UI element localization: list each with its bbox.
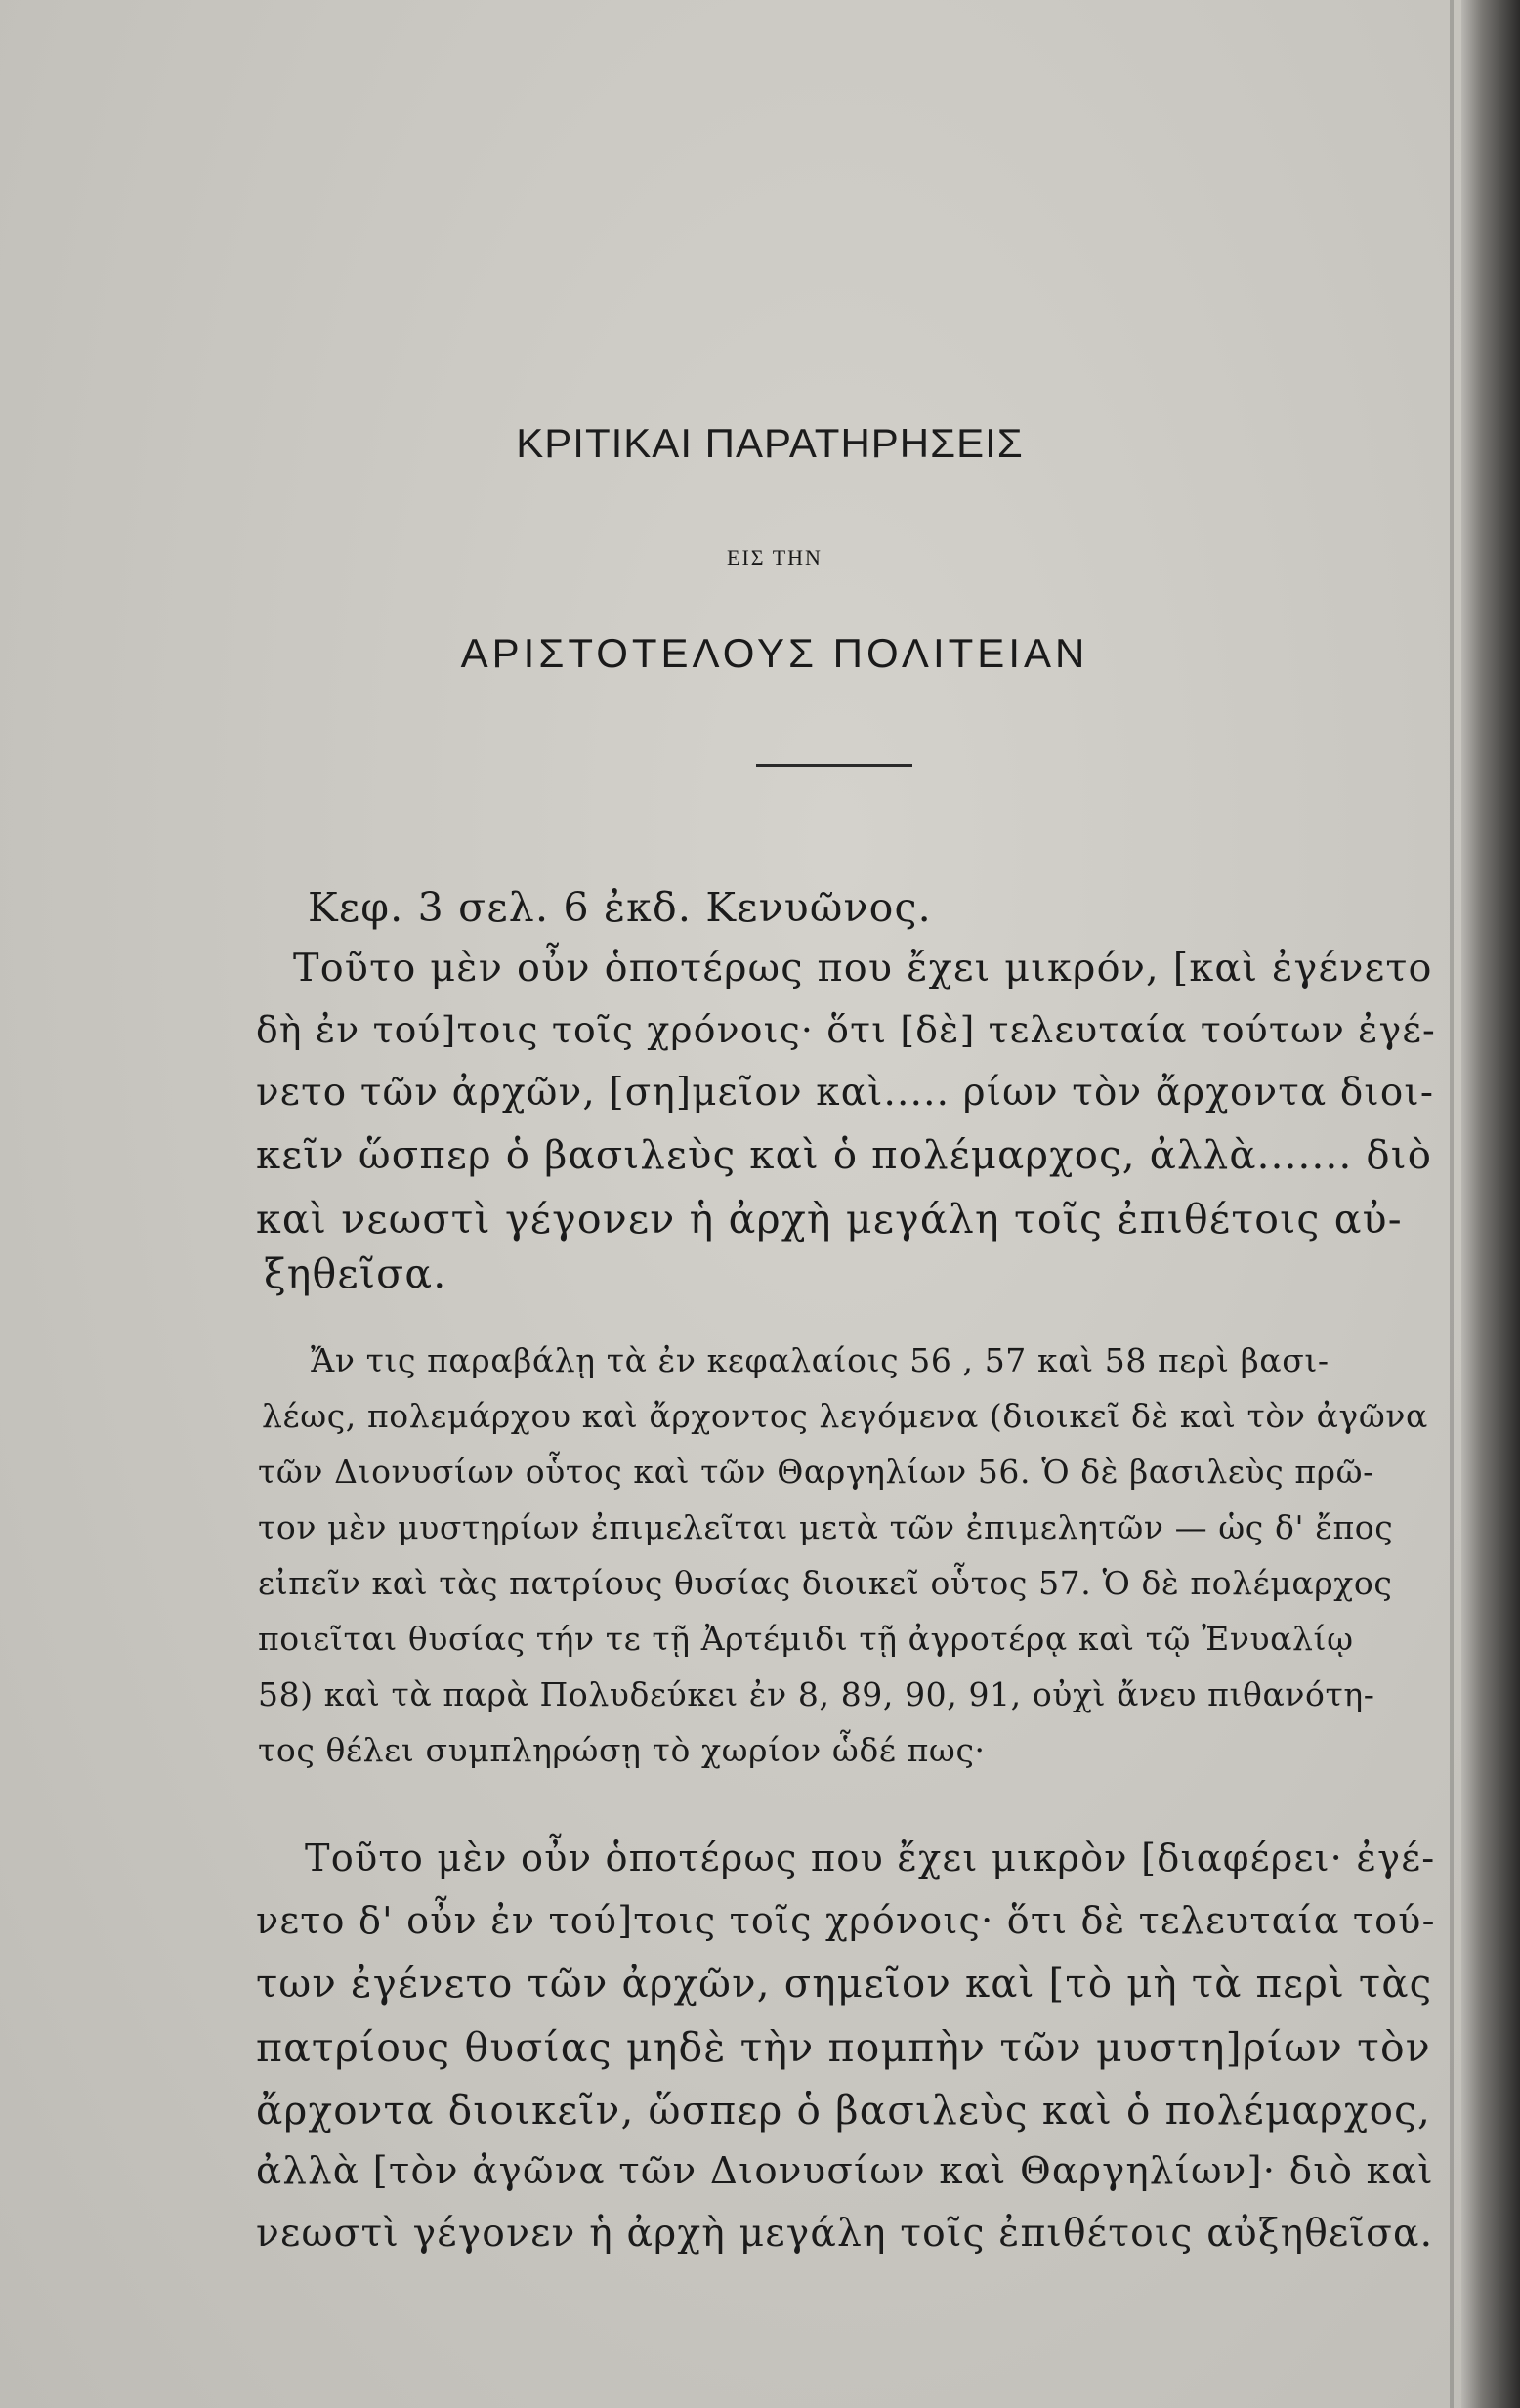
text-line: τος θέλει συμπληρώσῃ τὸ χωρίον ὧδέ πως· [258,1731,986,1769]
gutter-line [1450,0,1454,2408]
text-line: καὶ νεωστὶ γέγονεν ἡ ἀρχὴ μεγάλη τοῖς ἐπιθέτοις αὐ- [256,1196,1403,1243]
text-line: Τοῦτο μὲν οὖν ὁποτέρως που ἔχει μικρόν, [καὶ ἐγένετο [293,946,1433,991]
text-line: τῶν Διονυσίων οὗτος καὶ τῶν Θαργηλίων 56. Ὁ δὲ βασιλεὺς πρῶ- [258,1453,1374,1491]
text-line: ποιεῖται θυσίας τήν τε τῇ Ἀρτέμιδι τῇ ἀγροτέρᾳ καὶ τῷ Ἐνυαλίῳ [258,1620,1354,1658]
text-line: νετο τῶν ἀρχῶν, [ση]μεῖον καὶ..... ρίων τὸν ἄρχοντα διοι- [256,1071,1435,1115]
title-divider [756,764,912,767]
text-line: ξηθεῖσα. [264,1250,447,1297]
text-line: 58) καὶ τὰ παρὰ Πολυδεύκει ἐν 8, 89, 90, 91, οὐχὶ ἄνευ πιθανότη- [258,1675,1375,1713]
text-line: ἀλλὰ [τὸν ἀγῶνα τῶν Διονυσίων καὶ Θαργηλίων]· διὸ καὶ [256,2149,1434,2193]
text-line: τον μὲν μυστηρίων ἐπιμελεῖται μετὰ τῶν ἐπιμελητῶν — ὡς δ' ἔπος [258,1508,1394,1546]
text-line: νετο δ' οὖν ἐν τού]τοις τοῖς χρόνοις· ὅτι δὲ τελευταία τού- [256,1899,1436,1942]
text-line: νεωστὶ γέγονεν ἡ ἀρχὴ μεγάλη τοῖς ἐπιθέτοις αὐξηθεῖσα. [256,2212,1434,2256]
work-title: ΑΡΙΣΤΟΤΕΛΟΥΣ ΠΟΛΙΤΕΙΑΝ [460,630,1089,676]
text-line: ἄρχοντα διοικεῖν, ὥσπερ ὁ βασιλεὺς καὶ ὁ πολέμαρχος, [256,2087,1432,2133]
text-line: λέως, πολεμάρχου καὶ ἄρχοντος λεγόμενα (διοικεῖ δὲ καὶ τὸν ἀγῶνα [262,1397,1428,1435]
text-line: των ἐγένετο τῶν ἀρχῶν, σημεῖον καὶ [τὸ μὴ τὰ περὶ τὰς [256,1962,1433,2007]
page-subtitle: ΕΙΣ ΤΗΝ [727,545,823,570]
text-line: εἰπεῖν καὶ τὰς πατρίους θυσίας διοικεῖ οὗτος 57. Ὁ δὲ πολέμαρχος [258,1564,1393,1602]
book-gutter-shadow [1461,0,1520,2408]
text-line: Τοῦτο μὲν οὖν ὁποτέρως που ἔχει μικρὸν [διαφέρει· ἐγέ- [305,1837,1436,1880]
page-title: ΚΡΙΤΙΚΑΙ ΠΑΡΑΤΗΡΗΣΕΙΣ [516,420,1024,466]
text-line: Κεφ. 3 σελ. 6 ἐκδ. Κενυῶνος. [308,884,932,931]
text-line: δὴ ἐν τού]τοις τοῖς χρόνοις· ὅτι [δὲ] τελευταία τούτων ἐγέ- [256,1008,1436,1051]
text-line: Ἄν τις παραβάλῃ τὰ ἐν κεφαλαίοις 56 , 57 καὶ 58 περὶ βασι- [311,1341,1330,1379]
text-line: κεῖν ὥσπερ ὁ βασιλεὺς καὶ ὁ πολέμαρχος, ἀλλὰ....... διὸ [256,1133,1433,1178]
text-line: πατρίους θυσίας μηδὲ τὴν πομπὴν τῶν μυστη]ρίων τὸν [256,2024,1431,2071]
